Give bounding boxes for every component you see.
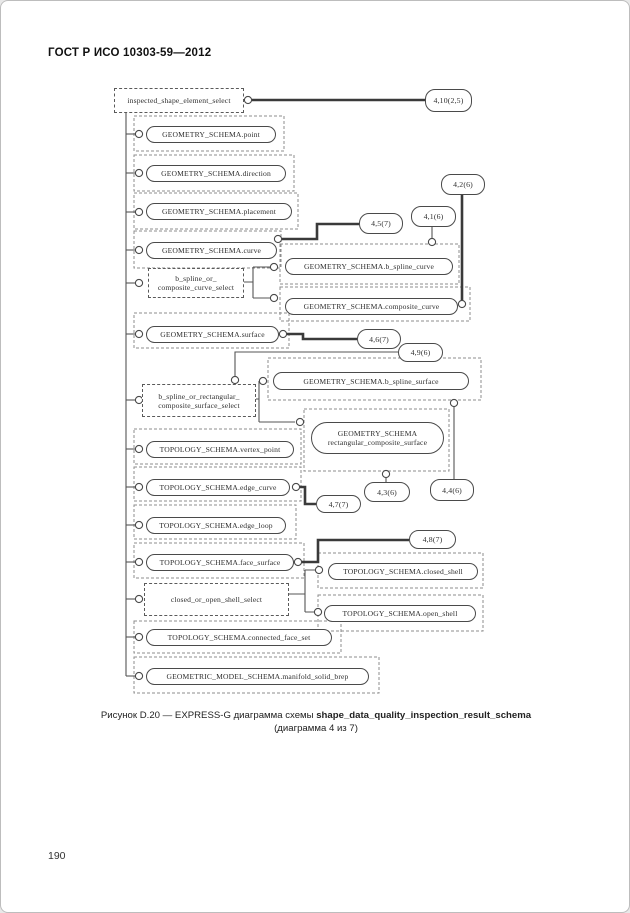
- geometry-schema-b-spline-surface-label: GEOMETRY_SCHEMA.b_spline_surface: [303, 376, 439, 386]
- topology-schema-closed-shell-label: TOPOLOGY_SCHEMA.closed_shell: [343, 567, 463, 576]
- geometry-schema-point-entity-box: [146, 126, 276, 143]
- b-spline-or-rectangular-composite-surface-select-label: b_spline_or_rectangular_: [158, 391, 240, 401]
- ref-4-2-label: 4,2(6): [453, 180, 473, 189]
- geometry-schema-b-spline-surface-entity-box: [273, 372, 469, 390]
- topology-schema-open-shell-entity-box: [324, 605, 476, 622]
- ref-4-2-page-ref-oval: [441, 174, 485, 195]
- figure-caption-schema-name: shape_data_quality_inspection_result_schema: [316, 710, 532, 721]
- b-spline-or-composite-curve-select-select-box: [148, 268, 244, 298]
- express-g-diagram: [1, 1, 630, 913]
- b-spline-or-rectangular-composite-surface-select-label: composite_surface_select: [158, 400, 240, 410]
- topology-schema-connected-face-set-entity-box: [146, 629, 332, 646]
- geometry-schema-rectangular-composite-surface-entity-box: [311, 422, 444, 454]
- ref-4-9-label: 4,9(6): [410, 348, 431, 357]
- ref-4-8-page-ref-oval: [409, 530, 456, 549]
- figure-caption: [1, 709, 630, 735]
- geometric-model-schema-manifold-solid-brep-entity-box: [146, 668, 369, 685]
- page-number: 190: [48, 850, 66, 862]
- ref-4-7-page-ref-oval: [316, 495, 361, 513]
- geometry-schema-rectangular-composite-surface-label: GEOMETRY_SCHEMA: [337, 429, 418, 438]
- topology-schema-vertex-point-label: TOPOLOGY_SCHEMA.vertex_point: [159, 445, 281, 454]
- geometry-schema-composite-curve-entity-box: [285, 298, 458, 315]
- geometry-schema-rectangular-composite-surface-label: rectangular_composite_surface: [327, 438, 428, 447]
- topology-schema-face-surface-entity-box: [146, 554, 294, 571]
- topology-schema-edge-loop-entity-box: [146, 517, 286, 534]
- ref-4-10-page-ref-oval: [425, 89, 472, 112]
- figure-caption-line2: (диаграмма 4 из 7): [274, 723, 358, 734]
- ref-4-4-page-ref-oval: [430, 479, 474, 501]
- figure-caption-line1: [1, 709, 630, 722]
- topology-schema-edge-curve-entity-box: [146, 479, 290, 496]
- geometry-schema-composite-curve-label: GEOMETRY_SCHEMA.composite_curve: [303, 302, 440, 311]
- topology-schema-closed-shell-entity-box: [328, 563, 478, 580]
- ref-4-9-page-ref-oval: [398, 343, 443, 362]
- geometry-schema-b-spline-curve-label: GEOMETRY_SCHEMA.b_spline_curve: [303, 262, 434, 271]
- topology-schema-connected-face-set-label: TOPOLOGY_SCHEMA.connected_face_set: [167, 633, 311, 642]
- ref-4-1-page-ref-oval: [411, 206, 456, 227]
- geometry-schema-surface-label: GEOMETRY_SCHEMA.surface: [160, 330, 265, 339]
- standard-code-header: ГОСТ Р ИСО 10303-59—2012: [48, 47, 212, 59]
- topology-schema-edge-loop-label: TOPOLOGY_SCHEMA.edge_loop: [159, 521, 273, 530]
- topology-schema-vertex-point-entity-box: [146, 441, 294, 458]
- b-spline-or-rectangular-composite-surface-select-select-box: [142, 384, 256, 417]
- geometry-schema-placement-label: GEOMETRY_SCHEMA.placement: [161, 207, 277, 216]
- inspected-shape-element-select-label: inspected_shape_element_select: [127, 96, 231, 105]
- ref-4-4-label: 4,4(6): [442, 485, 462, 495]
- figure-caption-prefix: Рисунок D.20 — EXPRESS-G диаграмма схемы: [100, 710, 317, 721]
- closed-or-open-shell-select-label: closed_or_open_shell_select: [170, 595, 263, 604]
- b-spline-or-composite-curve-select-label: b_spline_or_: [175, 274, 217, 283]
- ref-4-3-label: 4,3(6): [377, 487, 397, 497]
- ref-4-7-label: 4,7(7): [328, 499, 349, 509]
- ref-4-1-label: 4,1(6): [423, 212, 444, 221]
- ref-4-10-label: 4,10(2,5): [433, 96, 464, 105]
- geometry-schema-surface-entity-box: [146, 326, 279, 343]
- ref-4-8-label: 4,8(7): [422, 535, 443, 544]
- ref-4-6-label: 4,6(7): [369, 334, 389, 344]
- geometry-schema-placement-entity-box: [146, 203, 292, 220]
- diagram-connectors: [1, 1, 630, 913]
- ref-4-5-label: 4,5(7): [371, 219, 391, 228]
- ref-4-6-page-ref-oval: [357, 329, 401, 349]
- closed-or-open-shell-select-select-box: [144, 583, 289, 616]
- geometry-schema-curve-label: GEOMETRY_SCHEMA.curve: [161, 246, 262, 255]
- geometry-schema-curve-entity-box: [146, 242, 277, 259]
- ref-4-5-page-ref-oval: [359, 213, 403, 234]
- topology-schema-open-shell-label: TOPOLOGY_SCHEMA.open_shell: [342, 609, 458, 618]
- geometry-schema-point-label: GEOMETRY_SCHEMA.point: [162, 130, 260, 139]
- inspected-shape-element-select-select-box: [114, 88, 244, 113]
- ref-4-3-page-ref-oval: [364, 482, 410, 502]
- topology-schema-face-surface-label: TOPOLOGY_SCHEMA.face_surface: [159, 558, 281, 567]
- geometry-schema-direction-entity-box: [146, 165, 286, 182]
- geometric-model-schema-manifold-solid-brep-label: GEOMETRIC_MODEL_SCHEMA.manifold_solid_brep: [166, 672, 349, 681]
- b-spline-or-composite-curve-select-label: composite_curve_select: [157, 283, 235, 292]
- geometry-schema-direction-label: GEOMETRY_SCHEMA.direction: [161, 169, 271, 178]
- topology-schema-edge-curve-label: TOPOLOGY_SCHEMA.edge_curve: [159, 483, 277, 492]
- geometry-schema-b-spline-curve-entity-box: [285, 258, 453, 275]
